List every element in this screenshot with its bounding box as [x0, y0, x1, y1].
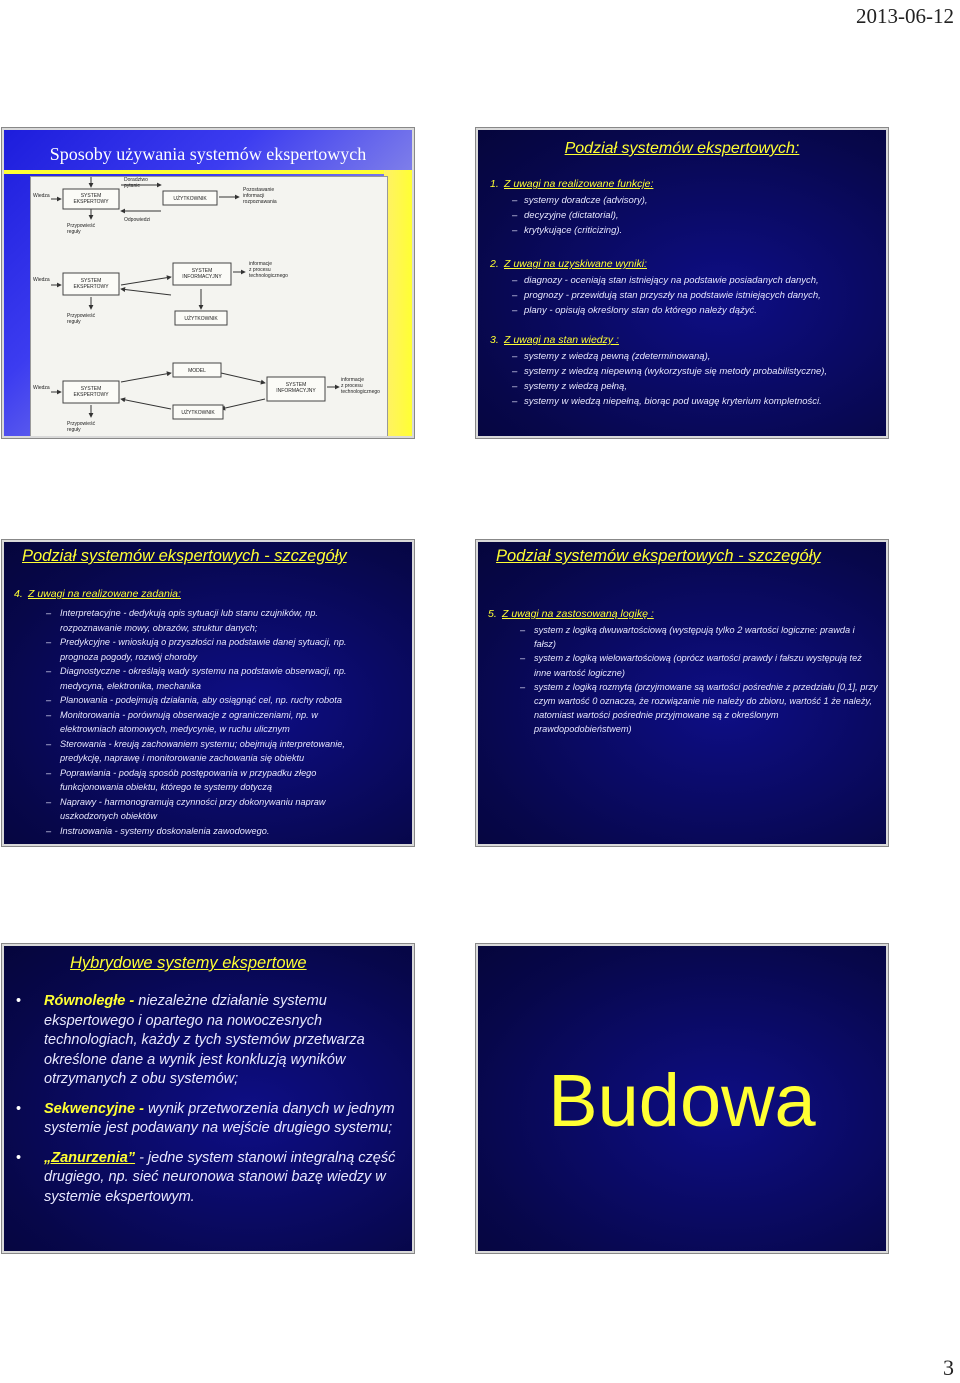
slide-title: Hybrydowe systemy ekspertowe — [70, 954, 307, 972]
section-heading: Z uwagi na realizowane zadania: — [28, 588, 181, 600]
list-item-continuation: funkcjonowania obiektu, którego te systemy dotyczą — [60, 782, 272, 792]
list-item: – Diagnostyczne - określają wady systemu na podstawie obserwacji, np. — [14, 664, 404, 679]
section-heading: Z uwagi na realizowane funkcje: — [504, 178, 654, 190]
list-item-continuation: predykcję, naprawę i monitorowanie zachowania się obiektu — [60, 753, 305, 763]
label-wiedza-1: Wiedza — [33, 193, 50, 199]
list-item: – system z logiką dwuwartościową (występują tylko 2 wartości logiczne: prawda i fałsz) — [488, 623, 878, 651]
label-info-system-3: SYSTEM INFORMACYJNY — [276, 382, 316, 394]
section-number: 1. — [490, 178, 499, 190]
page-number: 3 — [943, 1355, 954, 1380]
usage-diagram — [30, 176, 388, 438]
term-sequential: Sekwencyjne - — [44, 1100, 144, 1117]
section-heading: Z uwagi na zastosowaną logikę : — [502, 608, 654, 620]
hybrid-list — [14, 992, 400, 1217]
list-item-continuation: rozpoznawanie mowy, obrazów, struktur danych; — [60, 622, 258, 633]
label-user-2: UŻYTKOWNIK — [184, 316, 218, 322]
list-item — [14, 992, 400, 1090]
item-text: wynik przetworzenia danych w jednym systemie jest podawany na wejście drugiego systemu; — [44, 1100, 395, 1136]
section-heading: Z uwagi na uzyskiwane wyniki: — [504, 258, 647, 270]
slide-expert-systems-division — [476, 128, 888, 438]
label-rules-3: Przypowieść reguły — [67, 421, 96, 433]
list-item: – Interpretacyjne - dedykują opis sytuacji lub stanu czujników, np. — [14, 606, 404, 621]
list-item-continuation: uszkodzonych obiektów — [60, 811, 158, 821]
list-item: – krytykujące (criticizing). — [490, 223, 878, 238]
section-number: 5. — [488, 608, 497, 620]
label-info-out-2: informacje z procesu technologicznego — [249, 261, 288, 279]
label-info-out-3: informacje z procesu technologicznego — [341, 377, 380, 395]
list-item: – decyzyjne (dictatorial), — [490, 208, 878, 223]
item-text: - jedne system stanowi integralną część drugiego, np. sieć neuronowa stanowi bazę wiedzy w systemie ekspertowym. — [44, 1149, 396, 1205]
label-rules-1: Przypowieść reguły — [67, 223, 96, 235]
label-rules-2: Przypowieść reguły — [67, 313, 96, 325]
list-item: – systemy z wiedzą niepewną (wykorzystuje się metody probabilistyczne), — [490, 364, 878, 379]
term-embedding: „Zanurzenia” — [44, 1149, 136, 1166]
list-item — [14, 1100, 400, 1139]
slide-title: Podział systemów ekspertowych: — [564, 140, 800, 157]
list-item: – Naprawy - harmonogramują czynności przy dokonywaniu napraw — [14, 795, 404, 810]
list-item: – plany - opisują określony stan do którego należy dążyć. — [490, 303, 878, 318]
section-tasks — [14, 588, 404, 838]
task-list — [14, 606, 404, 838]
list-item — [14, 1149, 400, 1208]
label-info-out-1: Pozostawanie informacji rozpoznawania — [243, 187, 277, 205]
slide-usage-methods — [2, 128, 414, 438]
slide-structure — [476, 944, 888, 1253]
section-number: 2. — [490, 258, 499, 270]
list-item: – Poprawiania - podają sposób postępowania w przypadku złego — [14, 766, 404, 781]
slide-title: Budowa — [548, 1059, 816, 1142]
section-number: 3. — [490, 334, 499, 346]
label-wiedza-2: Wiedza — [33, 277, 50, 283]
label-answers: Odpowiedzi — [124, 217, 151, 223]
list-item-continuation: prognoza pogody, rozwój choroby — [60, 651, 198, 662]
section-heading: Z uwagi na stan wiedzy : — [504, 334, 619, 346]
slide-title: Podział systemów ekspertowych - szczegóły — [496, 547, 821, 565]
list-item-continuation: elektrowniach atomowych, medycynie, w ruchu ulicznym — [60, 724, 290, 734]
list-item: – system z logiką wielowartościową (oprócz wartości prawdy i fałszu występują też inne wartość logiczne) — [488, 651, 878, 679]
label-info-system-2: SYSTEM INFORMACYJNY — [182, 268, 222, 280]
list-item: – Predykcyjne - wnioskują o przyszłości na podstawie danej sytuacji, np. — [14, 635, 404, 650]
label-model: MODEL — [188, 368, 206, 374]
title-divider — [4, 170, 412, 174]
section-number: 4. — [14, 588, 23, 600]
slide-details-tasks — [2, 540, 414, 846]
list-item: – Sterowania - kreują zachowaniem systemu; obejmują interpretowanie, — [14, 737, 404, 752]
label-user-1: UŻYTKOWNIK — [173, 196, 207, 202]
list-item: – prognozy - przewidują stan przyszły na podstawie istniejących danych, — [490, 288, 878, 303]
list-item: – systemy z wiedzą pełną, — [490, 379, 878, 394]
term-parallel: Równoległe - — [44, 993, 135, 1009]
item-text: niezależne działanie systemu ekspertowego i opartego na nowoczesnych technologiach, każdy z tych systemów przetwarza określone dane a wynik jest konkluzją wyników otrzymanych z obu systemów; — [44, 993, 365, 1087]
page-date: 2013-06-12 — [856, 4, 954, 28]
list-item: – diagnozy - oceniają stan istniejący na podstawie posiadanych danych, — [490, 273, 878, 288]
list-item: – system z logiką rozmytą (przyjmowane są wartości pośrednie z przedziału [0,1], przy czym wartość 0 oznacza, że rozwiązanie nie należy do zbioru, wartość 1 że należy, natomiast wartości pośrednie przyjmowane są z określonym prawdopodobieństwem) — [488, 680, 878, 737]
slide-details-logic — [476, 540, 888, 846]
list-item: – systemy doradcze (advisory), — [490, 193, 878, 208]
list-item: – Monitorowania - porównują obserwacje z ograniczeniami, np. w — [14, 708, 404, 723]
side-bar — [384, 170, 412, 436]
slide-hybrid-systems — [2, 944, 414, 1253]
section-functions — [490, 178, 878, 238]
usage-diagram-svg — [31, 177, 387, 438]
label-expert-2: SYSTEM EKSPERTOWY — [73, 278, 109, 290]
label-expert-3: SYSTEM EKSPERTOWY — [73, 386, 109, 398]
label-advice: Doradztwo pytanie — [124, 177, 148, 189]
slide-title: Sposoby używania systemów ekspertowych — [49, 144, 367, 164]
slide-title: Podział systemów ekspertowych - szczegóły — [22, 547, 347, 565]
label-wiedza-3: Wiedza — [33, 385, 50, 391]
list-item: – Planowania - podejmują działania, aby osiągnąć cel, np. ruchy robota — [14, 693, 404, 708]
section-results — [490, 258, 878, 318]
section-knowledge-state — [490, 334, 878, 409]
label-user-3: UŻYTKOWNIK — [181, 410, 215, 416]
list-item: – systemy w wiedzą niepełną, biorąc pod uwagę kryterium kompletności. — [490, 394, 878, 409]
section-logic — [488, 608, 878, 737]
label-expert-1: SYSTEM EKSPERTOWY — [73, 193, 109, 205]
list-item: – systemy z wiedzą pewną (zdeterminowaną), — [490, 349, 878, 364]
list-item: – Instruowania - systemy doskonalenia zawodowego. — [14, 824, 404, 839]
list-item-continuation: medycyna, elektronika, mechanika — [60, 680, 201, 691]
